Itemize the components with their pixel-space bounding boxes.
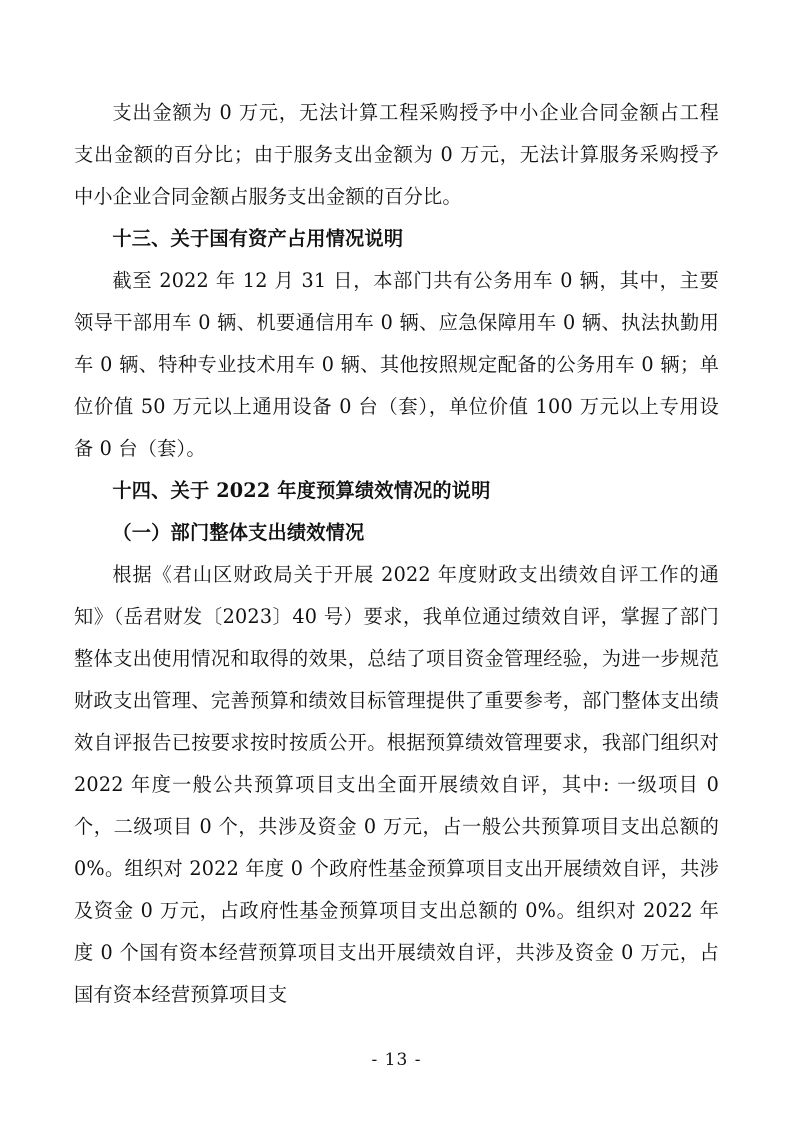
paragraph-performance: 根据《君山区财政局关于开展 2022 年度财政支出绩效自评工作的通知》（岳君财发〔2023〕40 号）要求，我单位通过绩效自评，掌握了部门整体支出使用情况和取得的效果，总结了项目资金管理经验，为进一步规范财政支出管理、完善预算和绩效目标管理提供了重要参考，部门整体支出绩效自评报告已按要求按时按质公开。根据预算绩效管理要求，我部门组织对 2022 年度一般公共预算项目支出全面开展绩效自评，其中: 一级项目 0 个，二级项目 0 个，共涉及资金 0 万元，占一般公共预算项目支出总额的 0%。组织对 2022 年度 0 个政府性基金预算项目支出开展绩效自评，共涉及资金 0 万元，占政府性基金预算项目支出总额的 0%。组织对 2022 年度 0 个国有资本经营预算项目支出开展绩效自评，共涉及资金 0 万元，占国有资本经营预算项目支 <box>74 563 719 1006</box>
section-heading-thirteen: 十三、关于国有资产占用情况说明 <box>112 227 404 250</box>
page-number: - 13 - <box>371 1050 422 1070</box>
paragraph-state-assets: 截至 2022 年 12 月 31 日，本部门共有公务用车 0 辆，其中，主要领导干部用车 0 辆、机要通信用车 0 辆、应急保障用车 0 辆、执法执勤用车 0 辆、特种专业技术用车 0 辆、其他按照规定配备的公务用车 0 辆；单位价值 50 万元以上通用设备 0 台（套），单位价值 100 万元以上专用设备 0 台（套）。 <box>74 269 719 460</box>
subsection-heading-one: （一）部门整体支出绩效情况 <box>112 521 365 544</box>
document-body <box>74 92 719 1016</box>
paragraph-continuation: 支出金额为 0 万元，无法计算工程采购授予中小企业合同金额占工程支出金额的百分比；由于服务支出金额为 0 万元，无法计算服务采购授予中小企业合同金额占服务支出金额的百分比。 <box>74 101 719 208</box>
section-heading-fourteen: 十四、关于 2022 年度预算绩效情况的说明 <box>112 479 491 502</box>
